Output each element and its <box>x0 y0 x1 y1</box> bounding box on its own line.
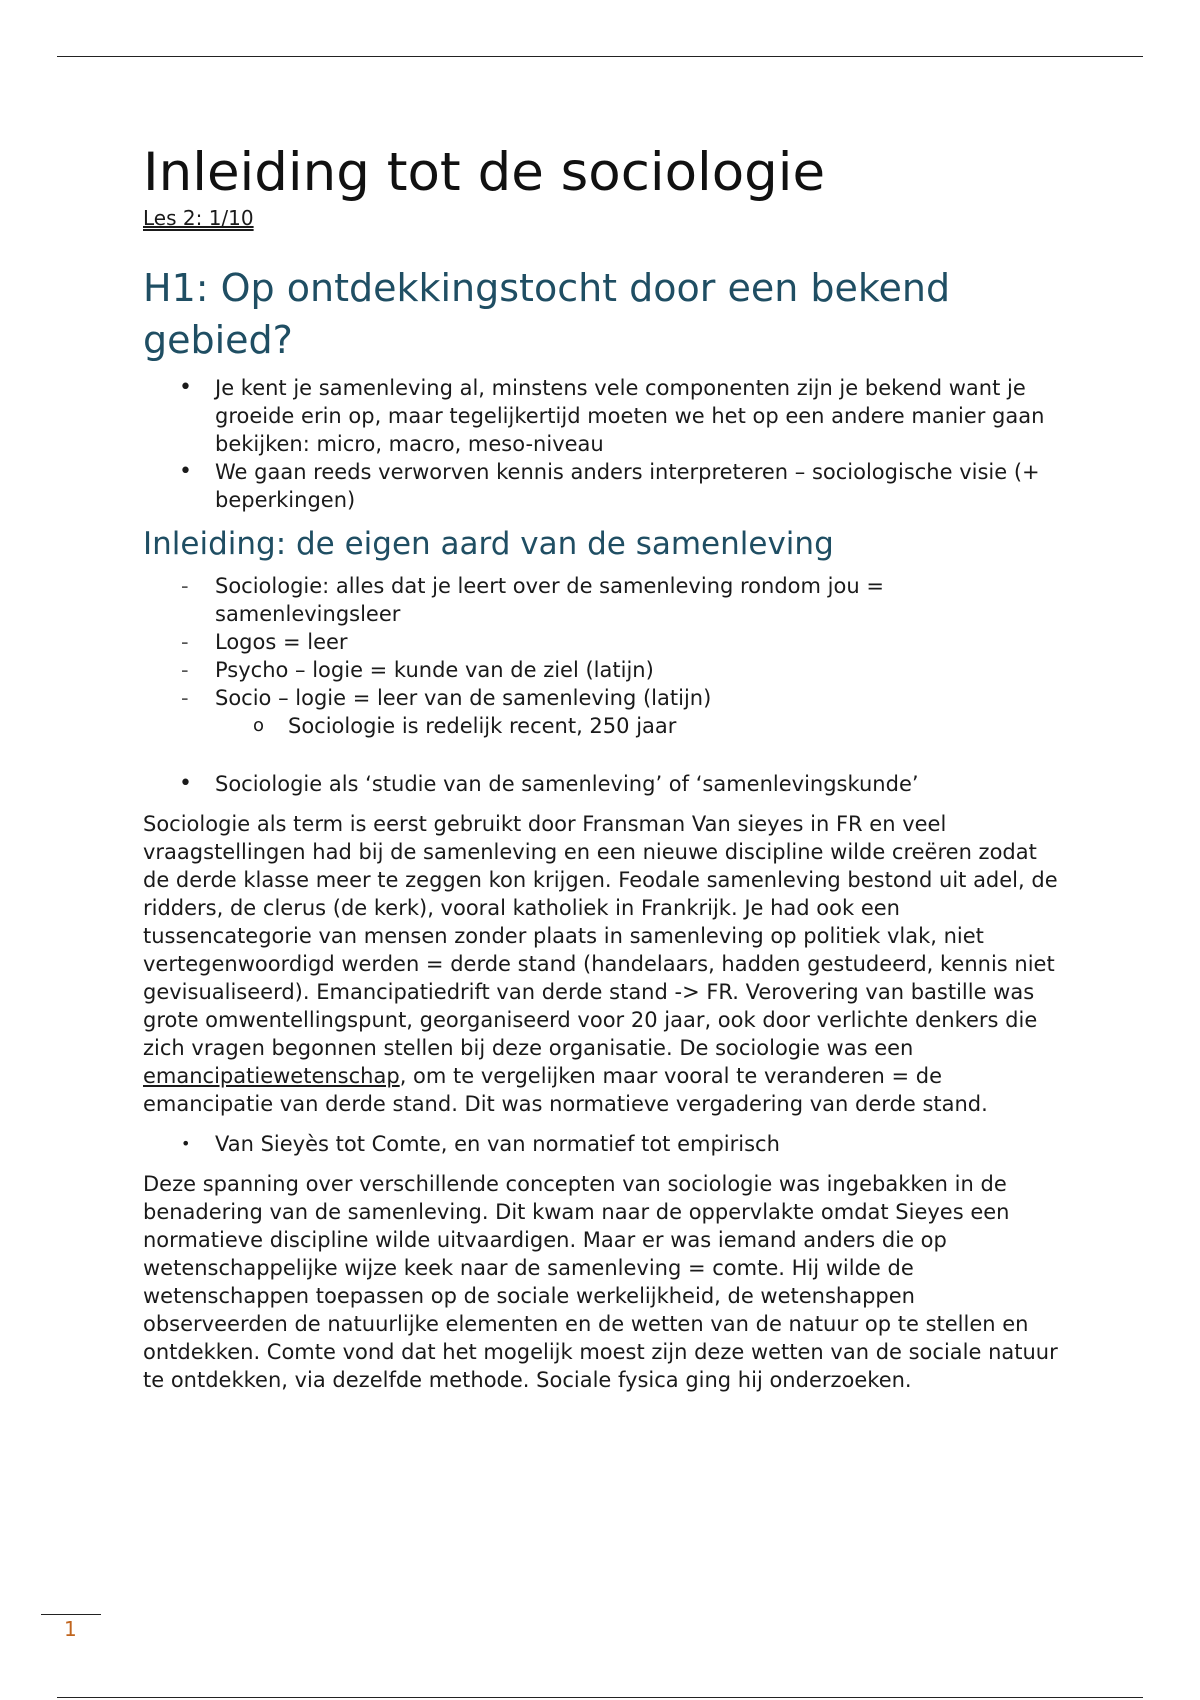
underlined-term: emancipatiewetenschap <box>143 1064 400 1088</box>
list-item: • We gaan reeds verworven kennis anders interpreteren – sociologische visie (+ beperkingen) <box>143 458 1063 514</box>
paragraph-sieyes <box>143 810 1063 1118</box>
chapter-heading: H1: Op ontdekkingstocht door een bekend gebied? <box>143 266 951 362</box>
list-item: - Psycho – logie = kunde van de ziel (latijn) <box>143 656 1063 684</box>
paragraph-text: Sociologie als term is eerst gebruikt door Fransman Van sieyes in FR en veel vraagstellingen had bij de samenleving en een nieuwe discipline wilde creëren zodat de derde klasse meer te zeggen kon krijgen. Feodale samenleving bestond uit adel, de ridders, de clerus (de kerk), vooral katholiek in Frankrijk. Je had ook een tussencategorie van mensen zonder plaats in samenleving op politiek vlak, niet vertegenwoordigd werden = derde stand (handelaars, hadden gestudeerd, kennis niet gevisualiseerd). Emancipatiedrift van derde stand -> FR. Verovering van bastille was grote omwentellingspunt, georganiseerd voor 20 jaar, ook door verlichte denkers die zich vragen begonnen stellen bij deze organisatie. De sociologie was een <box>143 812 1058 1060</box>
definition-dash-list <box>143 572 1063 740</box>
intro-bullet-list <box>143 374 1063 514</box>
comte-bullet-list <box>143 1130 1063 1158</box>
list-item: - Logos = leer <box>143 628 1063 656</box>
list-item: • Sociologie als ‘studie van de samenleving’ of ‘samenlevingskunde’ <box>143 770 1063 798</box>
footer-bottom-rule <box>57 1697 1143 1698</box>
sub-list-item: o Sociologie is redelijk recent, 250 jaar <box>143 712 1063 740</box>
list-item: • Van Sieyès tot Comte, en van normatief tot empirisch <box>143 1130 1063 1158</box>
page-number: 1 <box>64 1617 77 1641</box>
lesson-subtitle: Les 2: 1/10 <box>143 206 254 230</box>
section-heading: Inleiding: de eigen aard van de samenleving <box>143 526 834 562</box>
header-rule <box>57 56 1143 57</box>
list-item: - Sociologie: alles dat je leert over de samenleving rondom jou = samenlevingsleer <box>143 572 1063 628</box>
paragraph-text: , om te vergelijken maar vooral te veranderen = de emancipatie van derde stand. Dit was normatieve vergadering van derde stand. <box>143 1064 988 1116</box>
footer-rule <box>41 1614 101 1615</box>
paragraph-comte: Deze spanning over verschillende concepten van sociologie was ingebakken in de benadering van de samenleving. Dit kwam naar de oppervlakte omdat Sieyes een normatieve discipline wilde uitvaardigen. Maar er was iemand anders die op wetenschappelijke wijze keek naar de samenleving = comte. Hij wilde de wetenschappen toepassen op de sociale werkelijkheid, de wetenshappen observeerden de natuurlijke elementen en de wetten van de natuur op te stellen en ontdekken. Comte vond dat het mogelijk moest zijn deze wetten van de sociale natuur te ontdekken, via dezelfde methode. Sociale fysica ging hij onderzoeken. <box>143 1172 1058 1392</box>
list-item: • Je kent je samenleving al, minstens vele componenten zijn je bekend want je groeide erin op, maar tegelijkertijd moeten we het op een andere manier gaan bekijken: micro, macro, meso-niveau <box>143 374 1063 458</box>
study-bullet-list <box>143 770 1063 798</box>
page-content <box>143 140 1063 1406</box>
list-item: - Socio – logie = leer van de samenleving (latijn) <box>143 684 1063 712</box>
document-title: Inleiding tot de sociologie <box>143 142 826 203</box>
